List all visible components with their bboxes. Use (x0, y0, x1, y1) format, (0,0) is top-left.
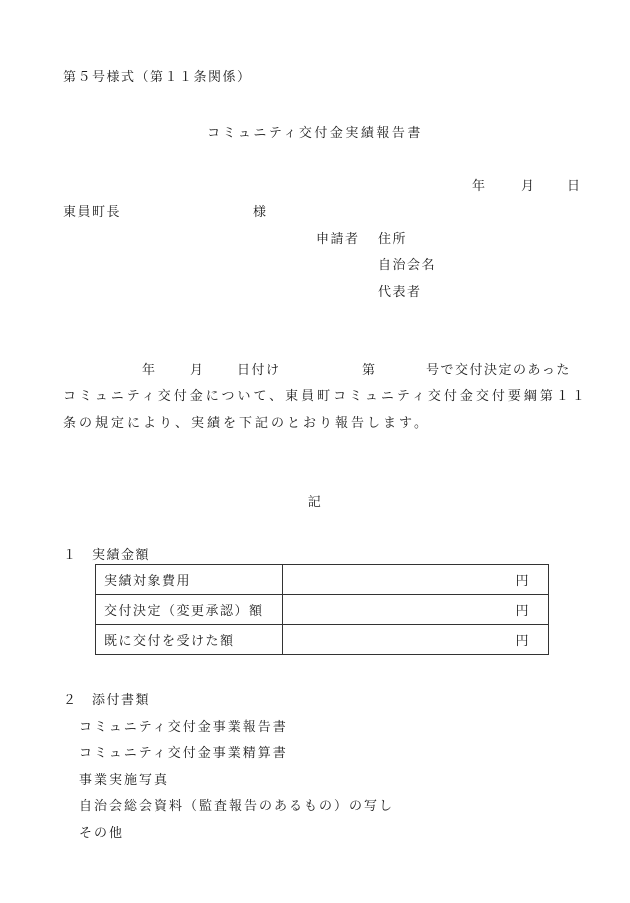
row-amount-cell: 円 (283, 595, 549, 625)
attachment-item: コミュニティ交付金事業精算書 (79, 746, 288, 761)
ki-heading: 記 (307, 495, 323, 510)
attachment-item: コミュニティ交付金事業報告書 (79, 720, 288, 735)
document-title: コミュニティ交付金実績報告書 (207, 126, 423, 141)
body-line-2: コミュニティ交付金について、東員町コミュニティ交付金交付要綱第１１ (63, 389, 588, 404)
row-label: 既に交付を受けた額 (96, 625, 283, 655)
addressee-honorific: 様 (253, 205, 268, 220)
table-row (96, 625, 549, 655)
table-row (96, 565, 549, 595)
attachment-item: 自治会総会資料（監査報告のあるもの）の写し (79, 799, 395, 814)
representative-label: 代表者 (378, 285, 422, 300)
body-decision-text: 号で交付決定のあった (426, 363, 571, 378)
attachment-item: 事業実施写真 (79, 773, 170, 788)
date-month-label: 月 (521, 179, 536, 194)
row-label: 交付決定（変更承認）額 (96, 595, 283, 625)
table-row (96, 595, 549, 625)
attachment-item: その他 (79, 826, 125, 841)
address-label: 住所 (378, 232, 408, 247)
row-label: 実績対象費用 (96, 565, 283, 595)
date-day-label: 日 (567, 179, 582, 194)
body-number-prefix: 第 (362, 363, 377, 378)
section-1-heading: １ 実績金額 (63, 548, 151, 563)
form-number: 第５号様式（第１１条関係） (63, 70, 252, 85)
section-2-heading: ２ 添付書類 (63, 693, 151, 708)
body-dated-label: 日付け (237, 363, 281, 378)
row-amount-cell: 円 (283, 565, 549, 595)
applicant-label: 申請者 (316, 232, 360, 247)
addressee-name: 東員町長 (63, 205, 122, 220)
body-year-label: 年 (142, 363, 157, 378)
body-line-3: 条の規定により、実績を下記のとおり報告します。 (63, 416, 430, 431)
amount-table (95, 564, 549, 655)
body-month-label: 月 (190, 363, 205, 378)
date-year-label: 年 (472, 179, 487, 194)
association-name-label: 自治会名 (378, 258, 437, 273)
row-amount-cell: 円 (283, 625, 549, 655)
